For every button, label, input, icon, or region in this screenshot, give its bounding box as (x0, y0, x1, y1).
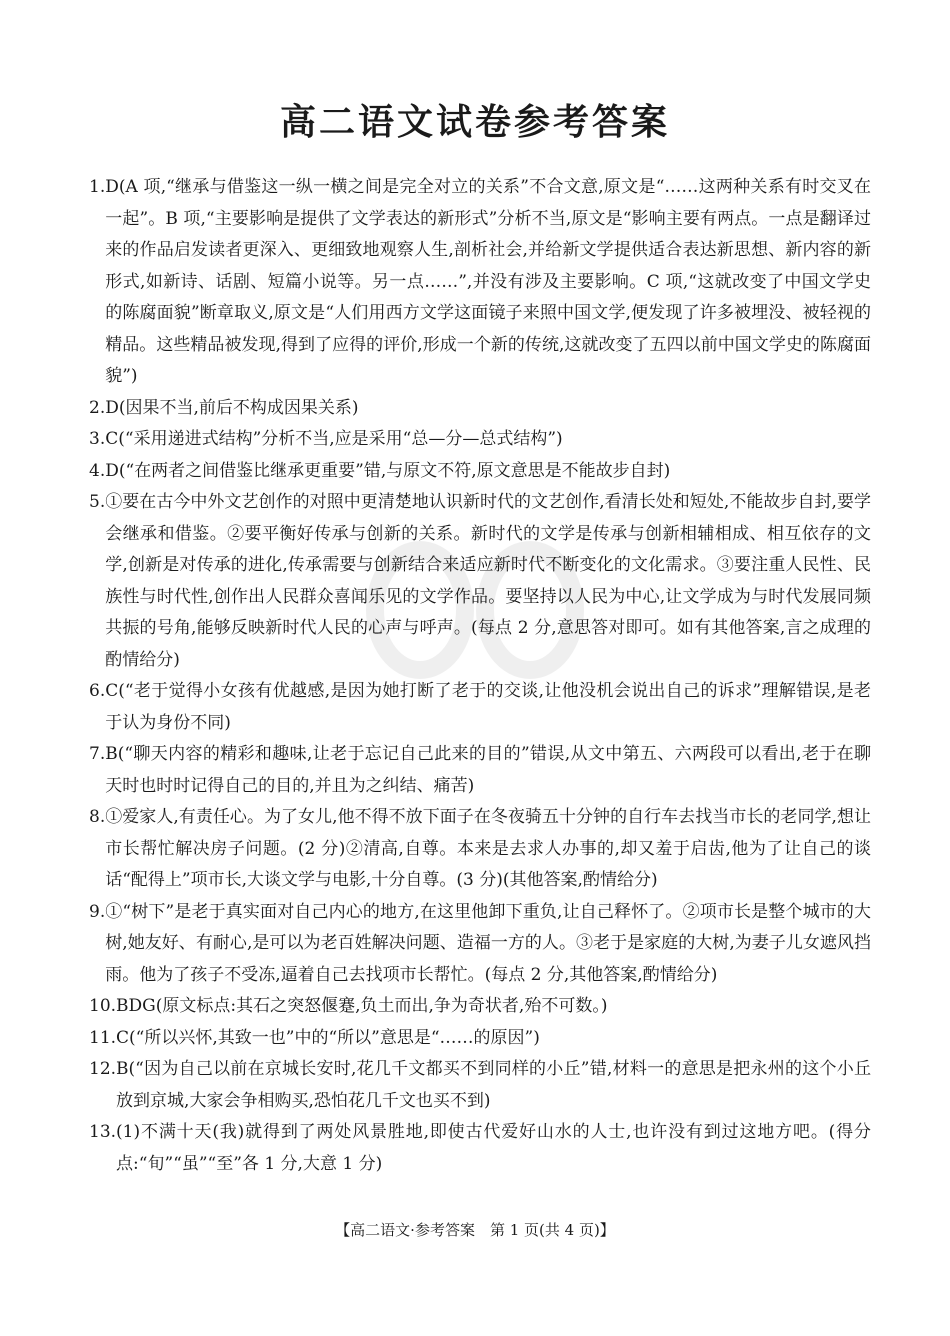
answer-item-10 (89, 991, 871, 1023)
item-text: BDG(原文标点:其石之突怒偃蹇,负土而出,争为奇状者,殆不可数。) (116, 996, 608, 1016)
item-text: C(“老于觉得小女孩有优越感,是因为她打断了老于的交谈,让他没机会说出自己的诉求”理解错误,是老于认为身份不同) (105, 681, 871, 733)
item-text: D(“在两者之间借鉴比继承更重要”错,与原文不符,原文意思是不能故步自封) (105, 460, 671, 481)
page-title: 高二语文试卷参考答案 (279, 102, 670, 143)
answer-item-5 (89, 487, 871, 676)
page-footer: 【高二语文·参考答案 第 1 页(共 4 页)】 (335, 1221, 615, 1239)
answer-item-3 (89, 424, 871, 456)
item-number: 2. (89, 397, 106, 418)
item-text: B(“聊天内容的精彩和趣味,让老于忘记自己此来的目的”错误,从文中第五、六两段可以看出,老于在聊天时也时时记得自己的目的,并且为之纠结、痛苦) (105, 744, 871, 796)
answer-item-7 (89, 739, 871, 802)
item-text: C(“所以兴怀,其致一也”中的“所以”意思是“……的原因”) (116, 1027, 540, 1048)
answer-item-8 (89, 802, 871, 897)
item-text: (1)不满十天(我)就得到了两处风景胜地,即使古代爱好山水的人士,也许没有到过这地方吧。(得分点:“旬”“虽”“至”各 1 分,大意 1 分) (116, 1122, 871, 1174)
answer-item-2 (89, 393, 871, 425)
answer-item-4 (89, 456, 871, 488)
answer-item-1 (89, 172, 871, 393)
item-number: 4. (89, 460, 106, 481)
item-text: B(“因为自己以前在京城长安时,花几千文都买不到同样的小丘”错,材料一的意思是把永州的这个小丘放到京城,大家会争相购买,恐怕花几千文也买不到) (116, 1059, 871, 1111)
item-number: 9. (89, 901, 106, 922)
item-number: 12. (89, 1059, 117, 1079)
item-number: 13. (89, 1122, 117, 1142)
item-number: 10. (89, 996, 117, 1016)
answer-item-13 (89, 1117, 871, 1180)
item-number: 11. (89, 1027, 117, 1048)
item-number: 1. (89, 177, 106, 197)
answer-item-6 (89, 676, 871, 739)
item-number: 6. (89, 681, 106, 701)
item-number: 8. (89, 807, 106, 827)
item-text: ①要在古今中外文艺创作的对照中更清楚地认识新时代的文艺创作,看清长处和短处,不能故步自封,要学会继承和借鉴。②要平衡好传承与创新的关系。新时代的文学是传承与创新相辅相成、相互依存的文学,创新是对传承的进化,传承需要与创新结合来适应新时代不断变化的文化需求。③要注重人民性、民族性与时代性,创作出人民群众喜闻乐见的文学作品。要坚持以人民为中心,让文学成为与时代发展同频共振的号角,能够反映新时代人民的心声与呼声。(每点 2 分,意思答对即可。如有其他答案,言之成理的酌情给分) (105, 492, 871, 670)
item-number: 5. (89, 492, 106, 512)
item-number: 7. (89, 744, 106, 764)
item-number: 3. (89, 429, 106, 449)
item-text: ①爱家人,有责任心。为了女儿,他不得不放下面子在冬夜骑五十分钟的自行车去找当市长的老同学,想让市长帮忙解决房子问题。(2 分)②清高,自尊。本来是去求人办事的,却又羞于启齿,他为了让自己的谈话“配得上”项市长,大谈文学与电影,十分自尊。(3 分)(其他答案,酌情给分) (105, 807, 871, 890)
answer-item-12 (89, 1054, 871, 1117)
item-text: D(因果不当,前后不构成因果关系) (105, 397, 359, 418)
answer-item-9 (89, 897, 871, 992)
item-text: C(“采用递进式结构”分析不当,应是采用“总—分—总式结构”) (105, 429, 563, 449)
answer-list (89, 172, 871, 1180)
answer-item-11 (89, 1023, 871, 1055)
item-text: ①“树下”是老于真实面对自己内心的地方,在这里他卸下重负,让自己释怀了。②项市长是整个城市的大树,她友好、有耐心,是可以为老百姓解决问题、造福一方的人。③老于是家庭的大树,为妻子儿女遮风挡雨。他为了孩子不受冻,逼着自己去找项市长帮忙。(每点 2 分,其他答案,酌情给分) (105, 901, 871, 985)
item-text: D(A 项,“继承与借鉴这一纵一横之间是完全对立的关系”不合文意,原文是“……这两种关系有时交叉在一起”。B 项,“主要影响是提供了文学表达的新形式”分析不当,原文是“影响主要有两点。一点是翻译过来的作品启发读者更深入、更细致地观察人生,剖析社会,并给新文学提供适合表达新思想、新内容的新形式,如新诗、话剧、短篇小说等。另一点……”,并没有涉及主要影响。C 项,“这就改变了中国文学史的陈腐面貌”断章取义,原文是“人们用西方文学这面镜子来照中国文学,便发现了许多被埋没、被轻视的精品。这些精品被发现,得到了应得的评价,形成一个新的传统,这就改变了五四以前中国文学史的陈腐面貌”) (105, 177, 871, 386)
